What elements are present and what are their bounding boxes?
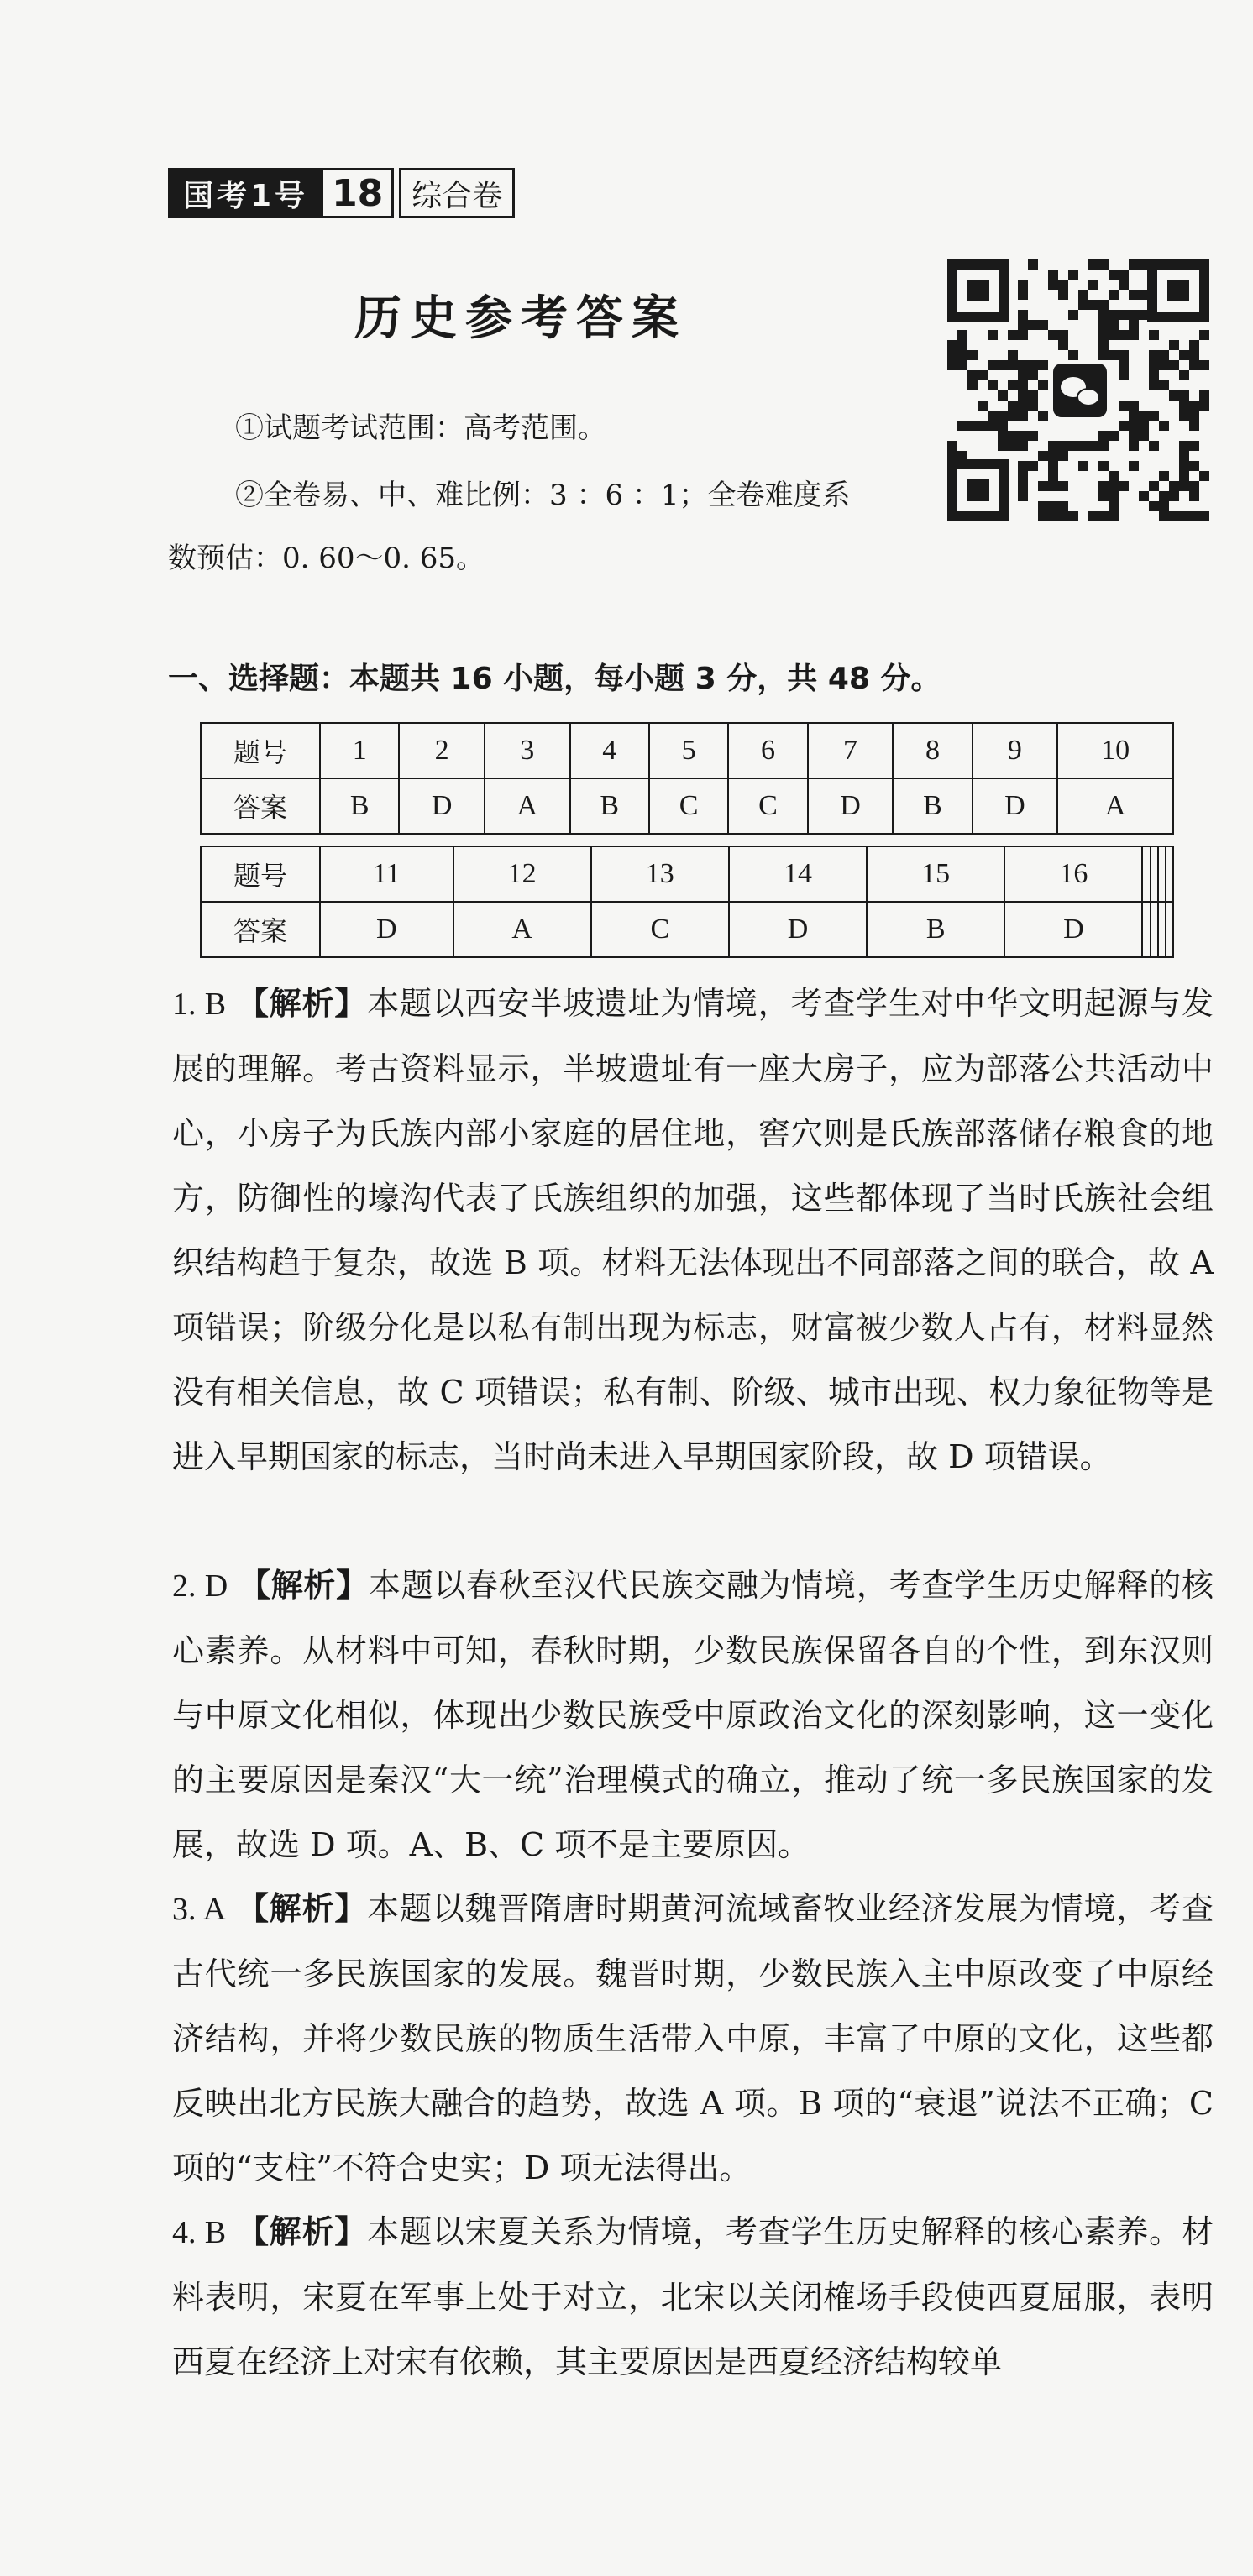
table-row [201, 902, 1173, 957]
question-number-cell: 11 [320, 846, 453, 902]
brand-label [168, 168, 515, 218]
row-label: 题号 [201, 846, 320, 902]
explanation-4 [172, 2200, 1214, 2395]
qr-code[interactable] [944, 256, 1213, 525]
question-number-cell: 10 [1057, 723, 1173, 778]
table-row [201, 723, 1173, 778]
explanation-number: 1. B [172, 987, 227, 1022]
question-number-cell [1166, 846, 1173, 902]
answer-cell: D [729, 902, 867, 957]
note-ratio: ②全卷易、中、难比例：3 ：6 ：1；全卷难度系 [235, 479, 851, 512]
explanation-text: 本题以宋夏关系为情境，考查学生历史解释的核心素养。材料表明，宋夏在军事上处于对立，北宋以关闭榷场手段使西夏屈服，表明西夏在经济上对宋有依赖，其主要原因是西夏经济结构较单 [172, 2213, 1214, 2380]
answer-cell: A [1057, 778, 1173, 834]
answer-cell [1151, 902, 1158, 957]
explanation-3 [172, 1877, 1214, 2200]
brand-name: 国考1号 [168, 168, 323, 218]
question-number-cell [1142, 846, 1150, 902]
question-number-cell: 5 [649, 723, 728, 778]
answer-table-2 [200, 846, 1174, 958]
answer-cell: C [649, 778, 728, 834]
explanation-tag: 【解析】 [238, 1567, 369, 1604]
answer-cell: B [570, 778, 649, 834]
answer-table-1 [200, 722, 1174, 835]
question-number-cell [1151, 846, 1158, 902]
question-number-cell: 8 [893, 723, 972, 778]
page-title: 历史参考答案 [354, 291, 687, 346]
question-number-cell: 6 [728, 723, 807, 778]
question-number-cell: 2 [399, 723, 485, 778]
table-row [201, 778, 1173, 834]
question-number-cell: 16 [1004, 846, 1142, 902]
answer-cell: D [808, 778, 894, 834]
question-number-cell: 1 [320, 723, 399, 778]
question-number-cell: 12 [453, 846, 591, 902]
explanation-text: 本题以西安半坡遗址为情境，考查学生对中华文明起源与发展的理解。考古资料显示，半坡遗址有一座大房子，应为部落公共活动中心，小房子为氏族内部小家庭的居住地，窖穴则是氏族部落储存粮食的地方，防御性的壕沟代表了氏族组织的加强，这些都体现了当时氏族社会组织结构趋于复杂，故选 B 项。材料无法体现出不同部落之间的联合，故 A 项错误；阶级分化是以私有制出现为标志，财富被少数人占有，材料显然没有相关信息，故 C 项错误；私有制、阶级、城市出现、权力象征物等是进入早期国家的标志，当时尚未进入早期国家阶段，故 D 项错误。 [172, 985, 1214, 1475]
explanation-text: 本题以春秋至汉代民族交融为情境，考查学生历史解释的核心素养。从材料中可知，春秋时期，少数民族保留各自的个性，到东汉则与中原文化相似，体现出少数民族受中原政治文化的深刻影响，这一变化的主要原因是秦汉“大一统”治理模式的确立，推动了统一多民族国家的发展，故选 D 项。A、B、C 项不是主要原因。 [172, 1567, 1214, 1863]
row-label: 答案 [201, 778, 320, 834]
explanation-tag: 【解析】 [237, 1890, 368, 1927]
row-label: 题号 [201, 723, 320, 778]
note-range: ①试题考试范围：高考范围。 [235, 411, 606, 445]
row-label: 答案 [201, 902, 320, 957]
answer-cell: D [1004, 902, 1142, 957]
question-number-cell: 9 [973, 723, 1058, 778]
table-row [201, 846, 1173, 902]
section-heading: 一、选择题：本题共 16 小题，每小题 3 分，共 48 分。 [168, 662, 941, 696]
answer-cell: D [973, 778, 1058, 834]
paper-type: 综合卷 [399, 168, 515, 218]
question-number-cell: 3 [485, 723, 570, 778]
question-number-cell: 13 [591, 846, 729, 902]
answer-cell: D [320, 902, 453, 957]
question-number-cell: 15 [867, 846, 1004, 902]
answer-cell [1166, 902, 1173, 957]
explanation-number: 2. D [172, 1568, 228, 1604]
question-number-cell: 7 [808, 723, 894, 778]
qr-code-graphic [944, 256, 1213, 525]
answer-cell: D [399, 778, 485, 834]
answer-cell: A [485, 778, 570, 834]
paper-number: 18 [323, 168, 394, 218]
explanation-number: 4. B [172, 2215, 227, 2250]
question-number-cell: 14 [729, 846, 867, 902]
question-number-cell [1158, 846, 1166, 902]
explanation-tag: 【解析】 [237, 2213, 368, 2250]
question-number-cell: 4 [570, 723, 649, 778]
answer-cell: C [591, 902, 729, 957]
answer-cell: B [320, 778, 399, 834]
explanation-number: 3. A [172, 1892, 227, 1927]
explanation-text: 本题以魏晋隋唐时期黄河流域畜牧业经济发展为情境，考查古代统一多民族国家的发展。魏晋时期，少数民族入主中原改变了中原经济结构，并将少数民族的物质生活带入中原，丰富了中原的文化，这些都反映出北方民族大融合的趋势，故选 A 项。B 项的“衰退”说法不正确；C 项的“支柱”不符合史实；D 项无法得出。 [172, 1890, 1214, 2186]
explanation-tag: 【解析】 [237, 985, 368, 1022]
answer-cell [1142, 902, 1150, 957]
answer-cell: B [867, 902, 1004, 957]
answer-cell: C [728, 778, 807, 834]
answer-cell: A [453, 902, 591, 957]
note-difficulty: 数预估：0. 60～0. 65。 [168, 542, 485, 575]
explanation-2 [172, 1553, 1214, 1877]
explanation-1 [172, 971, 1214, 1488]
answer-cell [1158, 902, 1166, 957]
answer-cell: B [893, 778, 972, 834]
